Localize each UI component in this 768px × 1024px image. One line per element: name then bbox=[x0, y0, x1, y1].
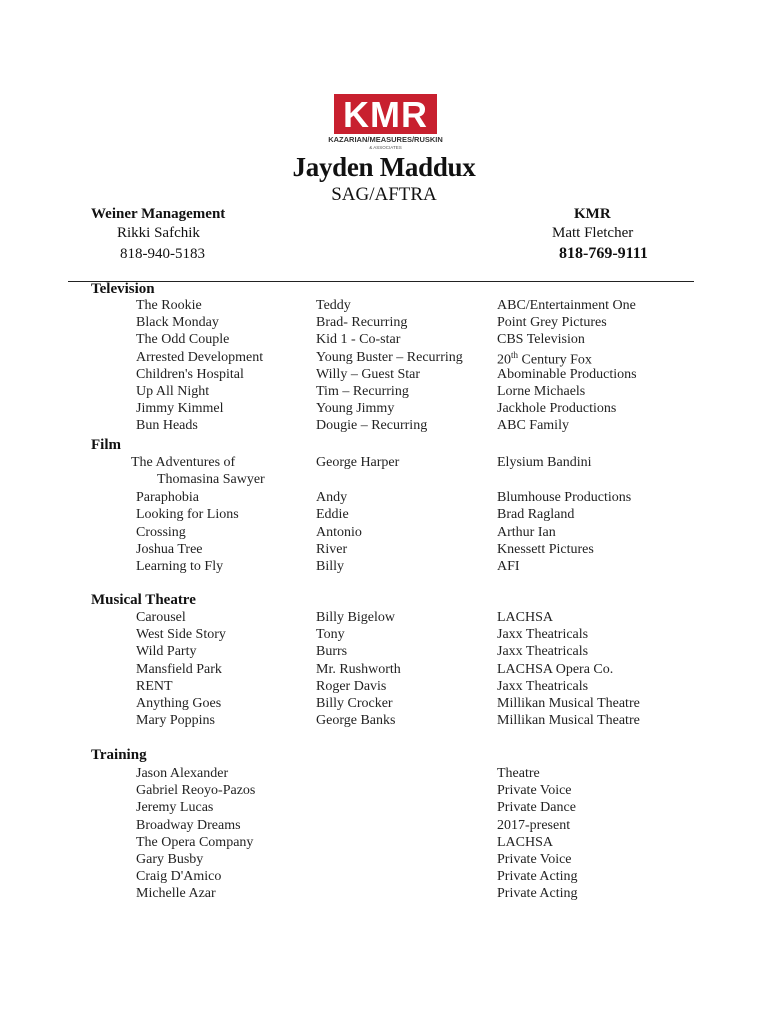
theatre-credit-role: Roger Davis bbox=[316, 678, 387, 694]
theatre-credit-title: Anything Goes bbox=[136, 696, 222, 711]
training-item-detail: Private Acting bbox=[497, 886, 578, 902]
film-credit-role: Eddie bbox=[316, 507, 349, 523]
theatre-credit-company: LACHSA bbox=[497, 610, 554, 625]
film-credit-company: Brad Ragland bbox=[497, 507, 575, 523]
training-item-detail: Theatre bbox=[497, 766, 540, 781]
theatre-credit-role: Billy Bigelow bbox=[316, 610, 395, 625]
tv-credit-title: The Rookie bbox=[136, 298, 202, 313]
theatre-credit-company: Millikan Musical Theatre bbox=[497, 713, 640, 729]
film-credit-title: Crossing bbox=[136, 524, 186, 540]
svg-text:& ASSOCIATES: & ASSOCIATES bbox=[369, 145, 402, 150]
film-credit-role: Antonio bbox=[316, 524, 362, 540]
agency-name: KMR bbox=[574, 206, 611, 222]
training-item-title: Craig D'Amico bbox=[136, 869, 222, 885]
film-credit-title: Joshua Tree bbox=[136, 541, 203, 557]
tv-credit-company: Point Grey Pictures bbox=[497, 315, 607, 331]
theatre-credit-role: Billy Crocker bbox=[316, 696, 393, 711]
tv-credit-role: Kid 1 - Co-star bbox=[316, 332, 401, 348]
theatre-credit-role: Burrs bbox=[316, 644, 348, 660]
svg-text:KAZARIAN/MEASURES/RUSKIN: KAZARIAN/MEASURES/RUSKIN bbox=[328, 135, 443, 144]
tv-credit-title: Jimmy Kimmel bbox=[136, 401, 224, 417]
theatre-credit-title: Mary Poppins bbox=[136, 713, 215, 729]
training-item-detail: Private Dance bbox=[497, 800, 576, 816]
tv-credit-company: ABC/Entertainment One bbox=[497, 298, 636, 313]
film-credit-title: Looking for Lions bbox=[136, 507, 239, 523]
tv-credit-title: Black Monday bbox=[136, 315, 219, 331]
training-item-detail: Private Acting bbox=[497, 869, 578, 885]
theatre-credit-title: Mansfield Park bbox=[136, 661, 222, 677]
tv-credit-title: The Odd Couple bbox=[136, 332, 230, 348]
training-item-title: Gabriel Reoyo-Pazos bbox=[136, 783, 256, 799]
theatre-credit-role: George Banks bbox=[316, 713, 396, 729]
tv-credit-role: Willy – Guest Star bbox=[316, 366, 421, 382]
theatre-credit-company: Millikan Musical Theatre bbox=[497, 696, 640, 711]
tv-credit-role: Young Jimmy bbox=[316, 401, 395, 417]
tv-credit-role: Dougie – Recurring bbox=[316, 418, 428, 434]
film-credit-role: Andy bbox=[316, 490, 348, 505]
tv-credit-title: Bun Heads bbox=[136, 418, 198, 434]
theatre-credit-title: RENT bbox=[136, 678, 173, 694]
management-company: Weiner Management bbox=[91, 206, 226, 222]
tv-credit-company: Abominable Productions bbox=[497, 366, 637, 382]
theatre-credit-title: Wild Party bbox=[136, 644, 197, 660]
training-item-detail: LACHSA bbox=[497, 834, 554, 850]
theatre-credit-company: Jaxx Theatricals bbox=[497, 627, 589, 643]
tv-credit-title: Up All Night bbox=[136, 384, 210, 399]
film-credit-company: Blumhouse Productions bbox=[497, 490, 632, 505]
management-contact: Rikki Safchik bbox=[117, 225, 200, 241]
tv-credit-role: Young Buster – Recurring bbox=[316, 349, 463, 365]
film-credit-title: The Adventures of bbox=[131, 455, 236, 470]
theatre-credit-company: Jaxx Theatricals bbox=[497, 678, 589, 694]
film-credit-company: Elysium Bandini bbox=[497, 455, 592, 470]
film-credit-role: Billy bbox=[316, 559, 345, 575]
training-item-detail: Private Voice bbox=[497, 852, 572, 867]
film-credit-company: Arthur Ian bbox=[497, 524, 556, 540]
training-item-title: The Opera Company bbox=[136, 834, 254, 850]
film-credit-title-cont: Thomasina Sawyer bbox=[157, 472, 265, 487]
agency-contact: Matt Fletcher bbox=[552, 225, 634, 241]
film-credit-company: Knessett Pictures bbox=[497, 541, 594, 557]
union-affiliation: SAG/AFTRA bbox=[331, 184, 437, 205]
training-item-detail: Private Voice bbox=[497, 783, 572, 799]
tv-credit-company: Jackhole Productions bbox=[497, 401, 617, 417]
section-title-film: Film bbox=[91, 437, 121, 453]
section-title-musical-theatre: Musical Theatre bbox=[91, 592, 196, 608]
kmr-logo bbox=[328, 94, 443, 152]
svg-text:KMR: KMR bbox=[343, 94, 428, 135]
tv-credit-company: ABC Family bbox=[497, 418, 569, 434]
theatre-credit-title: West Side Story bbox=[136, 627, 226, 643]
section-title-television: Television bbox=[91, 281, 155, 297]
film-credit-title: Learning to Fly bbox=[136, 559, 224, 575]
theatre-credit-title: Carousel bbox=[136, 610, 186, 625]
tv-credit-role: Brad- Recurring bbox=[316, 315, 408, 331]
training-item-title: Michelle Azar bbox=[136, 886, 216, 902]
tv-credit-company: 20th Century Fox bbox=[497, 349, 592, 368]
tv-credit-title: Children's Hospital bbox=[136, 366, 244, 382]
section-title-training: Training bbox=[91, 747, 147, 763]
tv-credit-role: Tim – Recurring bbox=[316, 384, 409, 399]
training-item-title: Gary Busby bbox=[136, 852, 204, 867]
training-item-title: Jason Alexander bbox=[136, 766, 229, 781]
theatre-credit-role: Tony bbox=[316, 627, 345, 643]
film-credit-role: River bbox=[316, 541, 348, 557]
film-credit-title: Paraphobia bbox=[136, 490, 199, 505]
film-credit-role: George Harper bbox=[316, 455, 400, 470]
theatre-credit-role: Mr. Rushworth bbox=[316, 661, 401, 677]
theatre-credit-company: Jaxx Theatricals bbox=[497, 644, 589, 660]
management-phone: 818-940-5183 bbox=[120, 246, 205, 262]
film-credit-company: AFI bbox=[497, 559, 520, 575]
tv-credit-company: Lorne Michaels bbox=[497, 384, 586, 399]
actor-name: Jayden Maddux bbox=[292, 152, 476, 182]
training-item-title: Broadway Dreams bbox=[136, 817, 241, 833]
tv-credit-company: CBS Television bbox=[497, 332, 585, 348]
training-item-detail: 2017-present bbox=[497, 817, 571, 833]
agency-phone: 818-769-9111 bbox=[559, 245, 648, 262]
header-divider bbox=[68, 281, 694, 282]
tv-credit-role: Teddy bbox=[316, 298, 351, 313]
theatre-credit-company: LACHSA Opera Co. bbox=[497, 661, 614, 677]
training-item-title: Jeremy Lucas bbox=[136, 800, 214, 816]
tv-credit-title: Arrested Development bbox=[136, 349, 264, 365]
